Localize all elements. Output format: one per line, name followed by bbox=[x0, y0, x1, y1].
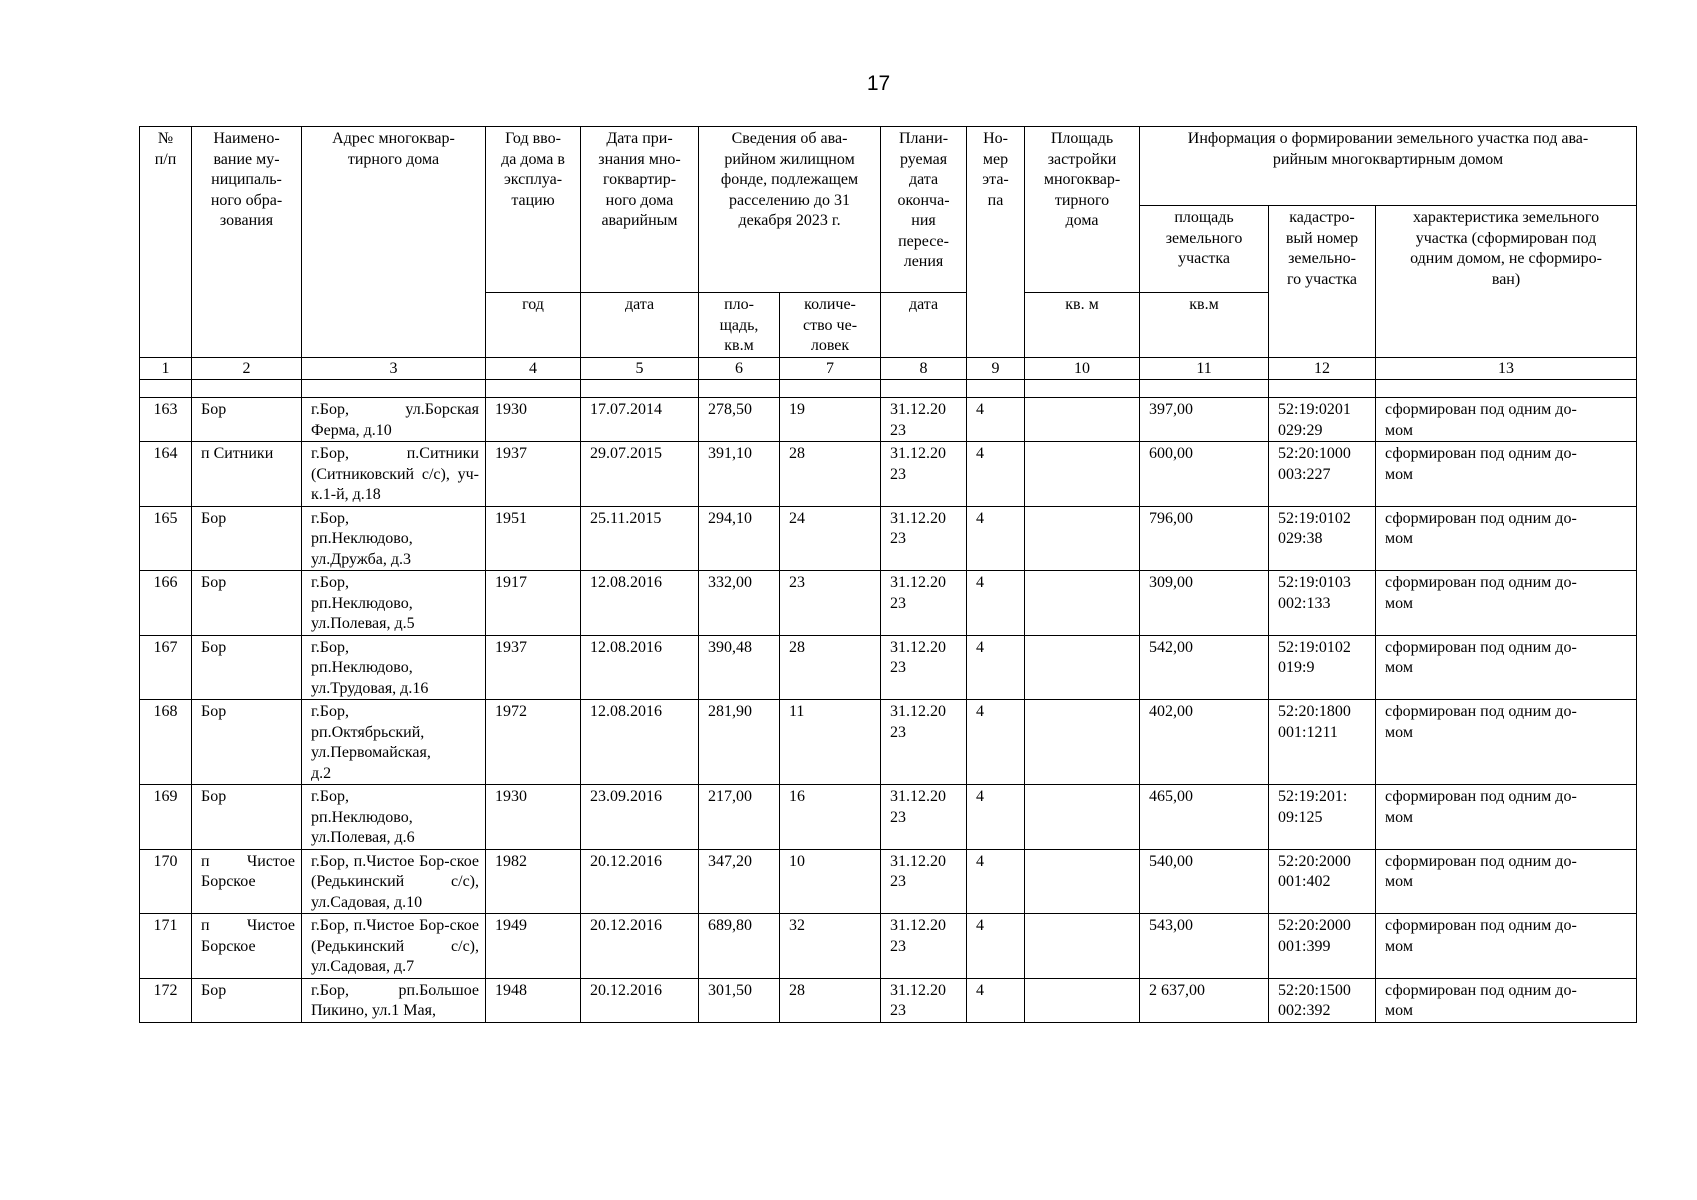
column-number: 12 bbox=[1269, 357, 1376, 380]
column-number-row bbox=[140, 357, 1637, 380]
table-row bbox=[140, 506, 1637, 571]
cell-area: 391,10 bbox=[699, 442, 780, 507]
cell-cadastral-number: 52:19:0102 029:38 bbox=[1269, 506, 1376, 571]
table-row bbox=[140, 571, 1637, 636]
unit-building-area: кв. м bbox=[1025, 293, 1140, 358]
cell-address: г.Бор, рп.Октябрьский, ул.Первомайская, д.2 bbox=[302, 700, 486, 785]
cell-building-area bbox=[1025, 635, 1140, 700]
header-emergency-fund: Сведения об ава- рийном жилищном фонде, подлежащем расселению до 31 декабря 2023 г. bbox=[699, 127, 881, 293]
cell-recognition-date: 12.08.2016 bbox=[581, 635, 699, 700]
cell-municipality: п Чистое Борское bbox=[192, 914, 302, 979]
cell-municipality: Бор bbox=[192, 785, 302, 850]
cell-year: 1948 bbox=[486, 978, 581, 1022]
cell-building-area bbox=[1025, 978, 1140, 1022]
cell-land-characteristic: сформирован под одним до- мом bbox=[1376, 635, 1637, 700]
table-row bbox=[140, 635, 1637, 700]
header-building-area: Площадь застройки многоквар- тирного дома bbox=[1025, 127, 1140, 293]
cell-recognition-date: 25.11.2015 bbox=[581, 506, 699, 571]
cell-people: 28 bbox=[780, 635, 881, 700]
cell-cadastral-number: 52:20:2000 001:402 bbox=[1269, 849, 1376, 914]
cell-year: 1930 bbox=[486, 785, 581, 850]
cell-building-area bbox=[1025, 700, 1140, 785]
cell-land-area: 542,00 bbox=[1140, 635, 1269, 700]
cell-year: 1982 bbox=[486, 849, 581, 914]
cell-cadastral-number: 52:19:0103 002:133 bbox=[1269, 571, 1376, 636]
table-row bbox=[140, 978, 1637, 1022]
cell-area: 347,20 bbox=[699, 849, 780, 914]
cell-number: 170 bbox=[140, 849, 192, 914]
cell-stage: 4 bbox=[967, 506, 1025, 571]
cell-municipality: Бор bbox=[192, 635, 302, 700]
cell-area: 332,00 bbox=[699, 571, 780, 636]
cell-area: 278,50 bbox=[699, 398, 780, 442]
header-address: Адрес многоквар- тирного дома bbox=[302, 127, 486, 358]
cell-municipality: Бор bbox=[192, 398, 302, 442]
cell-planned-end: 31.12.20 23 bbox=[881, 635, 967, 700]
header-municipality: Наимено- вание му- ниципаль- ного обра- зования bbox=[192, 127, 302, 358]
cell-land-characteristic: сформирован под одним до- мом bbox=[1376, 849, 1637, 914]
cell-year: 1972 bbox=[486, 700, 581, 785]
cell-planned-end: 31.12.20 23 bbox=[881, 398, 967, 442]
cell-building-area bbox=[1025, 914, 1140, 979]
cell-area: 390,48 bbox=[699, 635, 780, 700]
cell-address: г.Бор, рп.Неклюдово, ул.Полевая, д.5 bbox=[302, 571, 486, 636]
header-planned-end: Плани- руемая дата оконча- ния пересе- ления bbox=[881, 127, 967, 293]
cell-recognition-date: 12.08.2016 bbox=[581, 700, 699, 785]
cell-planned-end: 31.12.20 23 bbox=[881, 506, 967, 571]
unit-people: количе- ство че- ловек bbox=[780, 293, 881, 358]
cell-number: 172 bbox=[140, 978, 192, 1022]
cell-number: 168 bbox=[140, 700, 192, 785]
cell-land-characteristic: сформирован под одним до- мом bbox=[1376, 398, 1637, 442]
column-number: 6 bbox=[699, 357, 780, 380]
cell-recognition-date: 23.09.2016 bbox=[581, 785, 699, 850]
cell-stage: 4 bbox=[967, 785, 1025, 850]
unit-land-area: кв.м bbox=[1140, 293, 1269, 358]
cell-land-area: 309,00 bbox=[1140, 571, 1269, 636]
column-number: 11 bbox=[1140, 357, 1269, 380]
cell-planned-end: 31.12.20 23 bbox=[881, 914, 967, 979]
cell-address: г.Бор, п.Чистое Бор-ское (Редькинский с/с), ул.Садовая, д.7 bbox=[302, 914, 486, 979]
header-year: Год вво- да дома в эксплуа- тацию bbox=[486, 127, 581, 293]
cell-stage: 4 bbox=[967, 914, 1025, 979]
cell-land-area: 796,00 bbox=[1140, 506, 1269, 571]
cell-planned-end: 31.12.20 23 bbox=[881, 442, 967, 507]
cell-people: 23 bbox=[780, 571, 881, 636]
cell-year: 1917 bbox=[486, 571, 581, 636]
cell-people: 28 bbox=[780, 442, 881, 507]
cell-area: 281,90 bbox=[699, 700, 780, 785]
cell-land-area: 397,00 bbox=[1140, 398, 1269, 442]
table-row bbox=[140, 849, 1637, 914]
cell-cadastral-number: 52:19:201: 09:125 bbox=[1269, 785, 1376, 850]
cell-municipality: п Ситники bbox=[192, 442, 302, 507]
column-number: 3 bbox=[302, 357, 486, 380]
header-land-area: площадь земельного участка bbox=[1140, 206, 1269, 293]
cell-number: 171 bbox=[140, 914, 192, 979]
cell-recognition-date: 29.07.2015 bbox=[581, 442, 699, 507]
cell-area: 217,00 bbox=[699, 785, 780, 850]
cell-stage: 4 bbox=[967, 700, 1025, 785]
column-number: 13 bbox=[1376, 357, 1637, 380]
table-row bbox=[140, 914, 1637, 979]
cell-cadastral-number: 52:19:0201 029:29 bbox=[1269, 398, 1376, 442]
cell-address: г.Бор, ул.Борская Ферма, д.10 bbox=[302, 398, 486, 442]
cell-land-characteristic: сформирован под одним до- мом bbox=[1376, 978, 1637, 1022]
cell-building-area bbox=[1025, 849, 1140, 914]
column-number: 10 bbox=[1025, 357, 1140, 380]
column-number: 5 bbox=[581, 357, 699, 380]
cell-planned-end: 31.12.20 23 bbox=[881, 978, 967, 1022]
cell-cadastral-number: 52:19:0102 019:9 bbox=[1269, 635, 1376, 700]
unit-end-date: дата bbox=[881, 293, 967, 358]
column-number: 7 bbox=[780, 357, 881, 380]
column-number: 9 bbox=[967, 357, 1025, 380]
cell-building-area bbox=[1025, 506, 1140, 571]
cell-municipality: Бор bbox=[192, 506, 302, 571]
cell-stage: 4 bbox=[967, 978, 1025, 1022]
cell-building-area bbox=[1025, 571, 1140, 636]
cell-people: 32 bbox=[780, 914, 881, 979]
table-row bbox=[140, 785, 1637, 850]
cell-number: 163 bbox=[140, 398, 192, 442]
cell-people: 28 bbox=[780, 978, 881, 1022]
cell-people: 10 bbox=[780, 849, 881, 914]
cell-stage: 4 bbox=[967, 442, 1025, 507]
cell-address: г.Бор, рп.Неклюдово, ул.Дружба, д.3 bbox=[302, 506, 486, 571]
cell-number: 167 bbox=[140, 635, 192, 700]
unit-year: год bbox=[486, 293, 581, 358]
cell-building-area bbox=[1025, 442, 1140, 507]
column-number: 2 bbox=[192, 357, 302, 380]
cell-land-area: 402,00 bbox=[1140, 700, 1269, 785]
cell-municipality: Бор bbox=[192, 978, 302, 1022]
cell-people: 19 bbox=[780, 398, 881, 442]
column-number: 4 bbox=[486, 357, 581, 380]
cell-people: 11 bbox=[780, 700, 881, 785]
cell-land-characteristic: сформирован под одним до- мом bbox=[1376, 914, 1637, 979]
page-number: 17 bbox=[866, 72, 891, 95]
cell-cadastral-number: 52:20:2000 001:399 bbox=[1269, 914, 1376, 979]
cell-planned-end: 31.12.20 23 bbox=[881, 571, 967, 636]
cell-planned-end: 31.12.20 23 bbox=[881, 700, 967, 785]
cell-recognition-date: 20.12.2016 bbox=[581, 849, 699, 914]
cell-address: г.Бор, п.Ситники (Ситниковский с/с), уч-к.1-й, д.18 bbox=[302, 442, 486, 507]
cell-year: 1937 bbox=[486, 442, 581, 507]
cell-land-characteristic: сформирован под одним до- мом bbox=[1376, 785, 1637, 850]
cell-people: 16 bbox=[780, 785, 881, 850]
cell-number: 165 bbox=[140, 506, 192, 571]
cell-address: г.Бор, п.Чистое Бор-ское (Редькинский с/с), ул.Садовая, д.10 bbox=[302, 849, 486, 914]
cell-area: 689,80 bbox=[699, 914, 780, 979]
cell-cadastral-number: 52:20:1800 001:1211 bbox=[1269, 700, 1376, 785]
cell-land-area: 600,00 bbox=[1140, 442, 1269, 507]
cell-address: г.Бор, рп.Неклюдово, ул.Трудовая, д.16 bbox=[302, 635, 486, 700]
cell-area: 301,50 bbox=[699, 978, 780, 1022]
header-row-1 bbox=[140, 127, 1637, 206]
cell-land-area: 2 637,00 bbox=[1140, 978, 1269, 1022]
cell-people: 24 bbox=[780, 506, 881, 571]
cell-municipality: Бор bbox=[192, 571, 302, 636]
unit-area: пло- щадь, кв.м bbox=[699, 293, 780, 358]
cell-address: г.Бор, рп.Неклюдово, ул.Полевая, д.6 bbox=[302, 785, 486, 850]
cell-year: 1930 bbox=[486, 398, 581, 442]
header-recognition-date: Дата при- знания мно- гоквартир- ного дома аварийным bbox=[581, 127, 699, 293]
cell-municipality: п Чистое Борское bbox=[192, 849, 302, 914]
table-row bbox=[140, 398, 1637, 442]
cell-cadastral-number: 52:20:1000 003:227 bbox=[1269, 442, 1376, 507]
cell-land-area: 540,00 bbox=[1140, 849, 1269, 914]
header-land-info: Информация о формировании земельного участка под ава- рийным многоквартирным домом bbox=[1140, 127, 1637, 206]
cell-number: 164 bbox=[140, 442, 192, 507]
unit-date: дата bbox=[581, 293, 699, 358]
column-number: 8 bbox=[881, 357, 967, 380]
cell-land-characteristic: сформирован под одним до- мом bbox=[1376, 506, 1637, 571]
table-body bbox=[140, 398, 1637, 1023]
cell-year: 1951 bbox=[486, 506, 581, 571]
cell-recognition-date: 17.07.2014 bbox=[581, 398, 699, 442]
header-stage: Но- мер эта- па bbox=[967, 127, 1025, 358]
table-row bbox=[140, 442, 1637, 507]
cell-year: 1949 bbox=[486, 914, 581, 979]
cell-land-area: 465,00 bbox=[1140, 785, 1269, 850]
cell-land-characteristic: сформирован под одним до- мом bbox=[1376, 700, 1637, 785]
table-row bbox=[140, 700, 1637, 785]
cell-land-characteristic: сформирован под одним до- мом bbox=[1376, 571, 1637, 636]
cell-municipality: Бор bbox=[192, 700, 302, 785]
cell-land-area: 543,00 bbox=[1140, 914, 1269, 979]
cell-building-area bbox=[1025, 785, 1140, 850]
cell-cadastral-number: 52:20:1500 002:392 bbox=[1269, 978, 1376, 1022]
cell-recognition-date: 12.08.2016 bbox=[581, 571, 699, 636]
column-number: 1 bbox=[140, 357, 192, 380]
cell-stage: 4 bbox=[967, 398, 1025, 442]
header-land-characteristic: характеристика земельного участка (сформирован под одним домом, не сформиро- ван) bbox=[1376, 206, 1637, 358]
cell-stage: 4 bbox=[967, 571, 1025, 636]
cell-year: 1937 bbox=[486, 635, 581, 700]
cell-number: 166 bbox=[140, 571, 192, 636]
header-number: № п/п bbox=[140, 127, 192, 358]
cell-planned-end: 31.12.20 23 bbox=[881, 849, 967, 914]
cell-number: 169 bbox=[140, 785, 192, 850]
cell-stage: 4 bbox=[967, 849, 1025, 914]
cell-area: 294,10 bbox=[699, 506, 780, 571]
cell-recognition-date: 20.12.2016 bbox=[581, 978, 699, 1022]
cell-address: г.Бор, рп.Большое Пикино, ул.1 Мая, bbox=[302, 978, 486, 1022]
cell-recognition-date: 20.12.2016 bbox=[581, 914, 699, 979]
cell-land-characteristic: сформирован под одним до- мом bbox=[1376, 442, 1637, 507]
emergency-housing-table bbox=[139, 126, 1637, 1023]
header-cadastral-number: кадастро- вый номер земельно- го участка bbox=[1269, 206, 1376, 358]
cell-stage: 4 bbox=[967, 635, 1025, 700]
cell-planned-end: 31.12.20 23 bbox=[881, 785, 967, 850]
spacer-row bbox=[140, 380, 1637, 398]
cell-building-area bbox=[1025, 398, 1140, 442]
